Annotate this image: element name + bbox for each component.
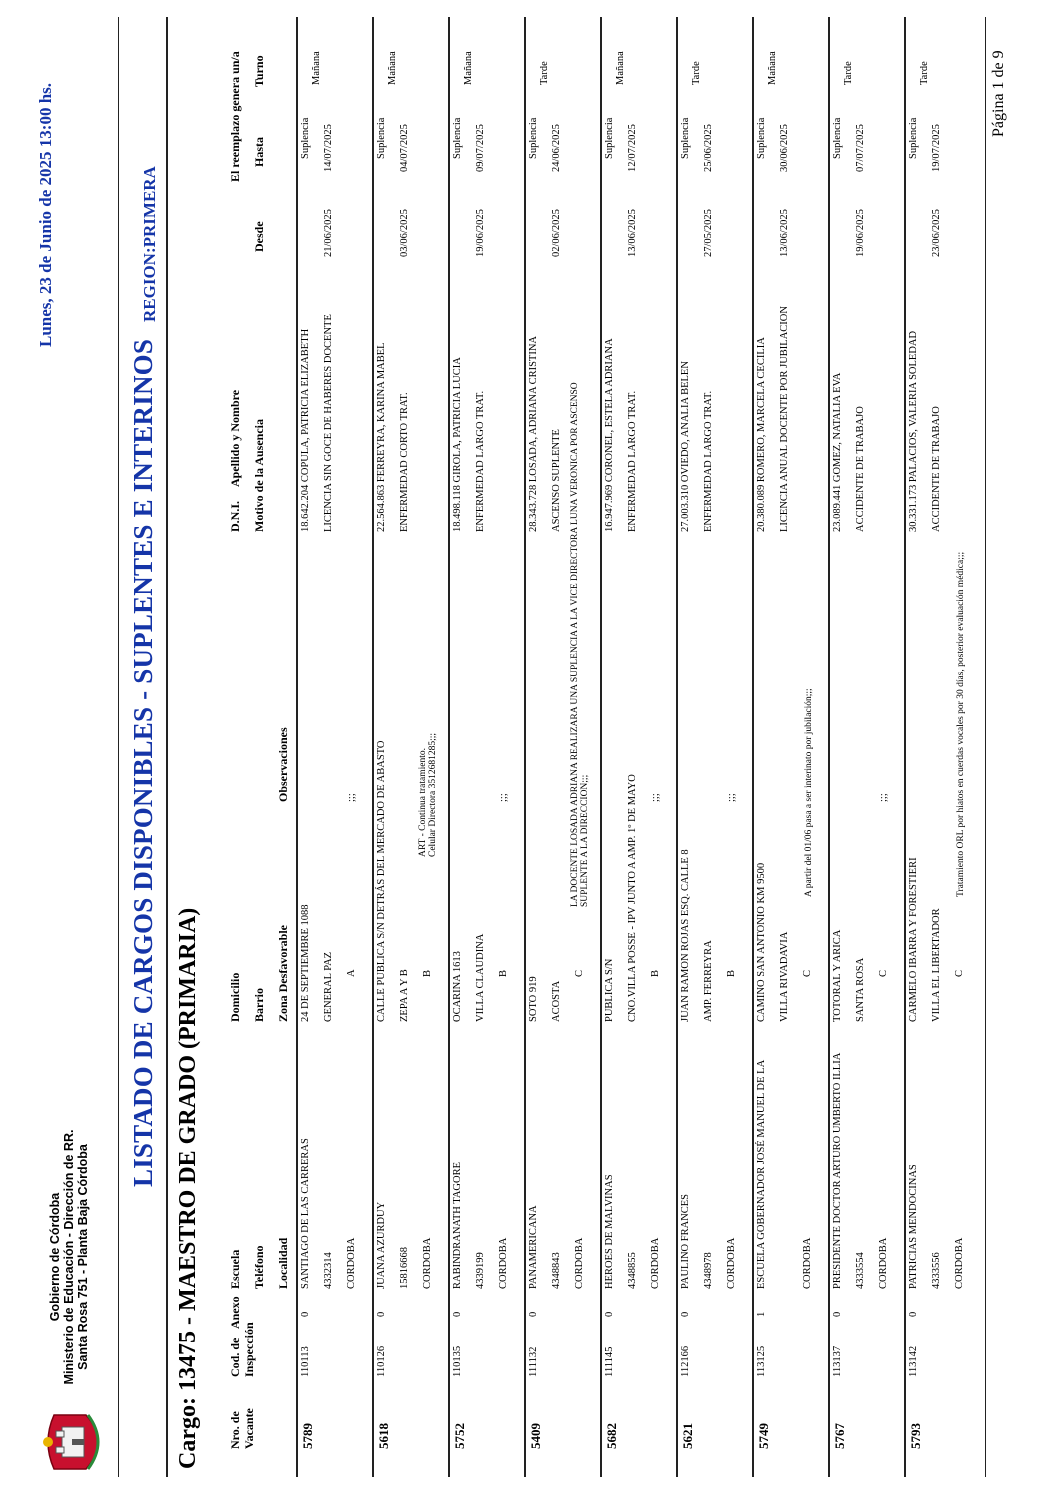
org-line-government: Gobierno de Córdoba bbox=[48, 1192, 62, 1322]
footer-divider bbox=[985, 17, 986, 1477]
school-name: SANTIAGO DE LAS CARRERAS bbox=[300, 1138, 311, 1289]
date-to: 04/07/2025 bbox=[399, 124, 410, 172]
col-reemplazo: El reemplazo genera un/a bbox=[228, 51, 242, 182]
replacement-type: Suplencia bbox=[832, 117, 843, 159]
vacancy-number: 5618 bbox=[376, 1423, 391, 1449]
teacher-dni-name: 16.947.969 CORONEL, ESTELA ADRIANA bbox=[604, 338, 615, 532]
school-name: JUANA AZURDUY bbox=[376, 1201, 387, 1289]
teacher-dni-name: 18.498.118 GIROLA, PATRICIA LUCIA bbox=[452, 357, 463, 532]
school-name: RABINDRANATH TAGORE bbox=[452, 1161, 463, 1289]
shift-value: Mañana bbox=[387, 51, 398, 85]
vacancy-number: 5767 bbox=[832, 1423, 847, 1449]
anexo-value: 0 bbox=[680, 1311, 691, 1317]
inspection-code: 113125 bbox=[756, 1345, 767, 1377]
school-locality: CORDOBA bbox=[954, 1237, 965, 1289]
anexo-value: 0 bbox=[832, 1311, 843, 1317]
org-line-address: Santa Rosa 751 - Planta Baja Córdoba bbox=[76, 1144, 90, 1370]
col-motivo: Motivo de la Ausencia bbox=[252, 419, 266, 532]
row-divider bbox=[600, 17, 602, 1477]
anexo-value: 0 bbox=[452, 1311, 463, 1317]
teacher-dni-name: 23.089.441 GOMEZ, NATALIA EVA bbox=[832, 372, 843, 532]
zone-value: C bbox=[802, 969, 813, 977]
school-neighborhood: SANTA ROSA bbox=[855, 957, 866, 1022]
org-header bbox=[48, 1127, 90, 1387]
school-phone: 4339199 bbox=[475, 1252, 486, 1289]
zone-value: B bbox=[498, 969, 509, 977]
vacancy-number: 5621 bbox=[680, 1423, 695, 1449]
date-from: 03/06/2025 bbox=[399, 209, 410, 257]
inspection-code: 110126 bbox=[376, 1345, 387, 1377]
anexo-value: 0 bbox=[300, 1311, 311, 1317]
school-phone: 15816668 bbox=[399, 1247, 410, 1289]
shift-value: Tarde bbox=[691, 61, 702, 85]
row-divider bbox=[828, 17, 830, 1477]
replacement-type: Suplencia bbox=[680, 117, 691, 159]
anexo-value: 0 bbox=[908, 1311, 919, 1317]
absence-reason: LICENCIA ANUAL DOCENTE POR JUBILACION bbox=[779, 306, 790, 532]
date-to: 24/06/2025 bbox=[551, 124, 562, 172]
replacement-type: Suplencia bbox=[528, 117, 539, 159]
report-date: Lunes, 23 de Junio de 2025 13:00 hs. bbox=[36, 82, 55, 347]
school-neighborhood: ZEPA A Y B bbox=[399, 969, 410, 1022]
school-address: TOTORAL Y ARICA bbox=[832, 929, 843, 1022]
observations: ;;; bbox=[346, 793, 357, 802]
row-divider bbox=[372, 17, 374, 1477]
absence-reason: ACCIDENTE DE TRABAJO bbox=[931, 406, 942, 532]
shift-value: Mañana bbox=[311, 51, 322, 85]
anexo-value: 1 bbox=[756, 1311, 767, 1317]
school-name: HEROES DE MALVINAS bbox=[604, 1174, 615, 1289]
observations: A partir del 01/06 pasa a ser interinato por jubilación;;; bbox=[804, 688, 814, 897]
region-label: REGION:PRIMERA bbox=[140, 166, 159, 322]
col-localidad: Localidad bbox=[276, 1237, 290, 1289]
date-to: 09/07/2025 bbox=[475, 124, 486, 172]
school-locality: CORDOBA bbox=[802, 1237, 813, 1289]
date-from: 21/06/2025 bbox=[323, 209, 334, 257]
date-from: 19/06/2025 bbox=[855, 209, 866, 257]
school-neighborhood: GENERAL PAZ bbox=[323, 951, 334, 1022]
vacancy-number: 5409 bbox=[528, 1423, 543, 1449]
col-desde: Desde bbox=[252, 221, 266, 252]
observations: ;;; bbox=[878, 793, 889, 802]
shift-value: Mañana bbox=[463, 51, 474, 85]
col-hasta: Hasta bbox=[252, 137, 266, 167]
school-neighborhood: ACOSTA bbox=[551, 980, 562, 1022]
row-divider bbox=[296, 17, 298, 1477]
col-apellido: Apellido y Nombre bbox=[228, 389, 242, 487]
zone-value: B bbox=[422, 969, 433, 977]
absence-reason: ENFERMEDAD LARGO TRAT. bbox=[627, 390, 638, 532]
vacancy-number: 5789 bbox=[300, 1423, 315, 1449]
zone-value: B bbox=[650, 969, 661, 977]
school-neighborhood: AMP. FERREYRA bbox=[703, 940, 714, 1022]
cargo-title: Cargo: 13475 - MAESTRO DE GRADO (PRIMARIA) bbox=[175, 907, 201, 1469]
school-address: CARMELO IBARRA Y FORESTIERI bbox=[908, 857, 919, 1022]
school-locality: CORDOBA bbox=[346, 1237, 357, 1289]
school-name: PANAMERICANA bbox=[528, 1205, 539, 1289]
inspection-code: 110135 bbox=[452, 1345, 463, 1377]
shift-value: Tarde bbox=[919, 61, 930, 85]
date-to: 19/07/2025 bbox=[931, 124, 942, 172]
shift-value: Mañana bbox=[767, 51, 778, 85]
page-number: Página 1 de 9 bbox=[990, 50, 1007, 137]
vacancy-number: 5793 bbox=[908, 1423, 923, 1449]
observations: LA DOCENTE LOSADA ADRIANA REALIZARA UNA SUPLENCIA A LA VICE DIRECTORA LUNA VERONICA POR ASCENSO bbox=[570, 382, 580, 907]
zone-value: C bbox=[574, 969, 585, 977]
date-to: 12/07/2025 bbox=[627, 124, 638, 172]
teacher-dni-name: 20.380.089 ROMERO, MARCELA CECILIA bbox=[756, 337, 767, 532]
date-to: 25/06/2025 bbox=[703, 124, 714, 172]
absence-reason: ENFERMEDAD LARGO TRAT. bbox=[475, 390, 486, 532]
school-phone: 4348855 bbox=[627, 1252, 638, 1289]
school-locality: CORDOBA bbox=[878, 1237, 889, 1289]
school-neighborhood: VILLA EL LIBERTADOR bbox=[931, 908, 942, 1022]
school-address: CAMINO SAN ANTONIO KM 9500 bbox=[756, 862, 767, 1022]
date-to: 07/07/2025 bbox=[855, 124, 866, 172]
vacancy-number: 5682 bbox=[604, 1423, 619, 1449]
date-from: 13/06/2025 bbox=[779, 209, 790, 257]
replacement-type: Suplencia bbox=[300, 117, 311, 159]
col-anexo: Anexo bbox=[228, 1296, 242, 1329]
teacher-dni-name: 27.003.310 OVIEDO, ANALIA BELEN bbox=[680, 361, 691, 532]
teacher-dni-name: 18.642.204 COPULA, PATRICIA ELIZABETH bbox=[300, 328, 311, 532]
zone-value: A bbox=[346, 969, 357, 977]
school-locality: CORDOBA bbox=[726, 1237, 737, 1289]
col-dni: D.N.I. bbox=[228, 500, 242, 532]
observations: ;;; bbox=[498, 793, 509, 802]
row-divider bbox=[524, 17, 526, 1477]
coat-of-arms-icon bbox=[36, 1409, 112, 1475]
school-address: PUBLICA S/N bbox=[604, 958, 615, 1022]
absence-reason: LICENCIA SIN GOCE DE HABERES DOCENTE bbox=[323, 314, 334, 532]
anexo-value: 0 bbox=[528, 1311, 539, 1317]
col-turno: Turno bbox=[252, 55, 266, 87]
shift-value: Tarde bbox=[539, 61, 550, 85]
school-phone: 4348843 bbox=[551, 1252, 562, 1289]
zone-value: C bbox=[878, 969, 889, 977]
school-phone: 4348978 bbox=[703, 1252, 714, 1289]
observations: ;;; bbox=[726, 793, 737, 802]
date-from: 27/05/2025 bbox=[703, 209, 714, 257]
date-to: 30/06/2025 bbox=[779, 124, 790, 172]
school-name: ESCUELA GOBERNADOR JOSÉ MANUEL DE LA bbox=[756, 1059, 767, 1289]
col-zona: Zona Desfavorable bbox=[276, 925, 290, 1022]
date-to: 14/07/2025 bbox=[323, 124, 334, 172]
date-from: 19/06/2025 bbox=[475, 209, 486, 257]
anexo-value: 0 bbox=[604, 1311, 615, 1317]
inspection-code: 110113 bbox=[300, 1346, 311, 1377]
school-phone: 4332314 bbox=[323, 1252, 334, 1289]
shift-value: Tarde bbox=[843, 61, 854, 85]
col-vacante: Nro. de Vacante bbox=[228, 1408, 256, 1449]
org-line-ministry: Ministerio de Educación - Dirección de RR. bbox=[62, 1129, 76, 1385]
school-address: CALLE PUBLICA S/N DETRÁS DEL MERCADO DE ABASTO bbox=[376, 740, 387, 1022]
replacement-type: Suplencia bbox=[376, 117, 387, 159]
school-name: PRESIDENTE DOCTOR ARTURO UMBERTO ILLIA bbox=[832, 1052, 843, 1289]
school-locality: CORDOBA bbox=[650, 1237, 661, 1289]
school-neighborhood: VILLA CLAUDINA bbox=[475, 933, 486, 1022]
school-phone: 4333556 bbox=[931, 1252, 942, 1289]
teacher-dni-name: 28.343.728 LOSADA, ADRIANA CRISTINA bbox=[528, 335, 539, 532]
teacher-dni-name: 22.564.863 FERREYRA, KARINA MABEL bbox=[376, 342, 387, 532]
teacher-dni-name: 30.331.173 PALACIOS, VALERIA SOLEDAD bbox=[908, 330, 919, 532]
school-address: JUAN RAMON ROJAS ESQ. CALLE 8 bbox=[680, 849, 691, 1022]
row-divider bbox=[904, 17, 906, 1477]
school-name: PAULINO FRANCES bbox=[680, 1193, 691, 1289]
replacement-type: Suplencia bbox=[908, 117, 919, 159]
inspection-code: 113137 bbox=[832, 1345, 843, 1377]
school-address: SOTO 919 bbox=[528, 976, 539, 1022]
school-name: PATRICIAS MENDOCINAS bbox=[908, 1164, 919, 1289]
col-observaciones: Observaciones bbox=[276, 727, 290, 802]
school-locality: CORDOBA bbox=[422, 1237, 433, 1289]
school-locality: CORDOBA bbox=[574, 1237, 585, 1289]
col-domicilio: Domicilio bbox=[228, 972, 242, 1022]
inspection-code: 111132 bbox=[528, 1346, 539, 1377]
date-from: 23/06/2025 bbox=[931, 209, 942, 257]
school-address: 24 DE SEPTIEMBRE 1088 bbox=[300, 904, 311, 1022]
title-divider bbox=[166, 17, 168, 1477]
school-phone: 4333554 bbox=[855, 1252, 866, 1289]
observations-extra: SUPLENTE A LA DIRECCION;;; bbox=[580, 774, 590, 907]
school-neighborhood: CNO.VILLA POSSE - IPV JUNTO A AMP. 1º DE MAYO bbox=[627, 774, 638, 1022]
absence-reason: ASCENSO SUPLENTE bbox=[551, 429, 562, 532]
vacancy-number: 5749 bbox=[756, 1423, 771, 1449]
row-divider bbox=[752, 17, 754, 1477]
col-barrio: Barrio bbox=[252, 988, 266, 1022]
row-divider bbox=[676, 17, 678, 1477]
date-from: 13/06/2025 bbox=[627, 209, 638, 257]
observations: Tratamiento ORL por hiatos en cuerdas vocales por 30 días, posterior evaluación médica;;; bbox=[956, 551, 966, 897]
school-address: OCARINA 1613 bbox=[452, 951, 463, 1022]
observations: ART - Continua tratamiento. bbox=[418, 747, 428, 857]
header-divider bbox=[118, 17, 119, 1477]
col-telefono: Teléfono bbox=[252, 1245, 266, 1289]
vacancy-number: 5752 bbox=[452, 1423, 467, 1449]
school-neighborhood: VILLA RIVADAVIA bbox=[779, 931, 790, 1022]
page-title: LISTADO DE CARGOS DISPONIBLES - SUPLENTES E INTERINOS bbox=[128, 338, 158, 1187]
date-from: 02/06/2025 bbox=[551, 209, 562, 257]
replacement-type: Suplencia bbox=[756, 117, 767, 159]
observations: ;;; bbox=[650, 793, 661, 802]
col-inspeccion: Cod. de Inspección bbox=[228, 1322, 256, 1377]
row-divider bbox=[448, 17, 450, 1477]
observations-extra: Celular Directora 3512681285;;; bbox=[428, 733, 438, 857]
replacement-type: Suplencia bbox=[452, 117, 463, 159]
absence-reason: ACCIDENTE DE TRABAJO bbox=[855, 406, 866, 532]
absence-reason: ENFERMEDAD CORTO TRAT. bbox=[399, 392, 410, 532]
absence-reason: ENFERMEDAD LARGO TRAT. bbox=[703, 390, 714, 532]
zone-value: B bbox=[726, 969, 737, 977]
anexo-value: 0 bbox=[376, 1311, 387, 1317]
inspection-code: 111145 bbox=[604, 1346, 615, 1377]
inspection-code: 112166 bbox=[680, 1345, 691, 1377]
col-escuela: Escuela bbox=[228, 1249, 242, 1289]
replacement-type: Suplencia bbox=[604, 117, 615, 159]
school-locality: CORDOBA bbox=[498, 1237, 509, 1289]
inspection-code: 113142 bbox=[908, 1345, 919, 1377]
zone-value: C bbox=[954, 969, 965, 977]
shift-value: Mañana bbox=[615, 51, 626, 85]
